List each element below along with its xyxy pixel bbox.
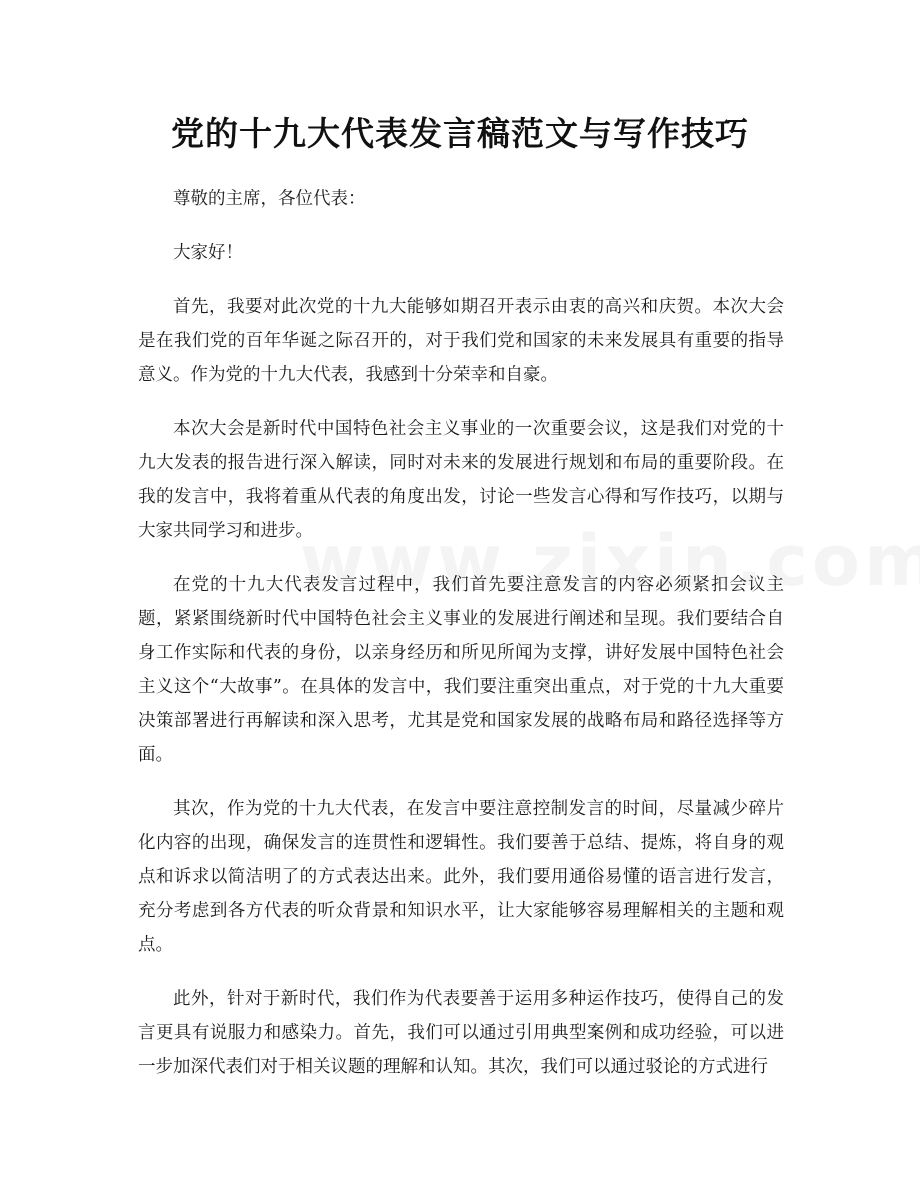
document-title: 党的十九大代表发言稿范文与写作技巧 <box>171 114 749 153</box>
salutation: 尊敬的主席，各位代表： <box>173 189 366 209</box>
document-body <box>138 182 784 1104</box>
paragraph-1: 首先，我要对此次党的十九大能够如期召开表示由衷的高兴和庆贺。本次大会是在我们党的百年华诞之际召开的，对于我们党和国家的未来发展具有重要的指导意义。作为党的十九大代表，我感到十分荣幸和自豪。 <box>138 297 784 385</box>
greeting: 大家好！ <box>173 243 243 263</box>
paragraph-2: 本次大会是新时代中国特色社会主义事业的一次重要会议，这是我们对党的十九大发表的报告进行深入解读，同时对未来的发展进行规划和布局的重要阶段。在我的发言中，我将着重从代表的角度出发，讨论一些发言心得和写作技巧，以期与大家共同学习和进步。 <box>138 419 784 541</box>
paragraph-4: 其次，作为党的十九大代表，在发言中要注意控制发言的时间，尽量减少碎片化内容的出现，确保发言的连贯性和逻辑性。我们要善于总结、提炼，将自身的观点和诉求以简洁明了的方式表达出来。此外，我们要用通俗易懂的语言进行发言，充分考虑到各方代表的听众背景和知识水平，让大家能够容易理解相关的主题和观点。 <box>138 799 784 955</box>
paragraph-3: 在党的十九大代表发言过程中，我们首先要注意发言的内容必须紧扣会议主题，紧紧围绕新时代中国特色社会主义事业的发展进行阐述和呈现。我们要结合自身工作实际和代表的身份，以亲身经历和所见所闻为支撑，讲好发展中国特色社会主义这个“大故事”。在具体的发言中，我们要注重突出重点，对于党的十九大重要决策部署进行再解读和深入思考，尤其是党和国家发展的战略布局和路径选择等方面。 <box>138 575 784 765</box>
paragraph-5: 此外，针对于新时代，我们作为代表要善于运用多种运作技巧，使得自己的发言更具有说服力和感染力。首先，我们可以通过引用典型案例和成功经验，可以进一步加深代表们对于相关议题的理解和认知。其次，我们可以通过驳论的方式进行 <box>138 989 784 1077</box>
